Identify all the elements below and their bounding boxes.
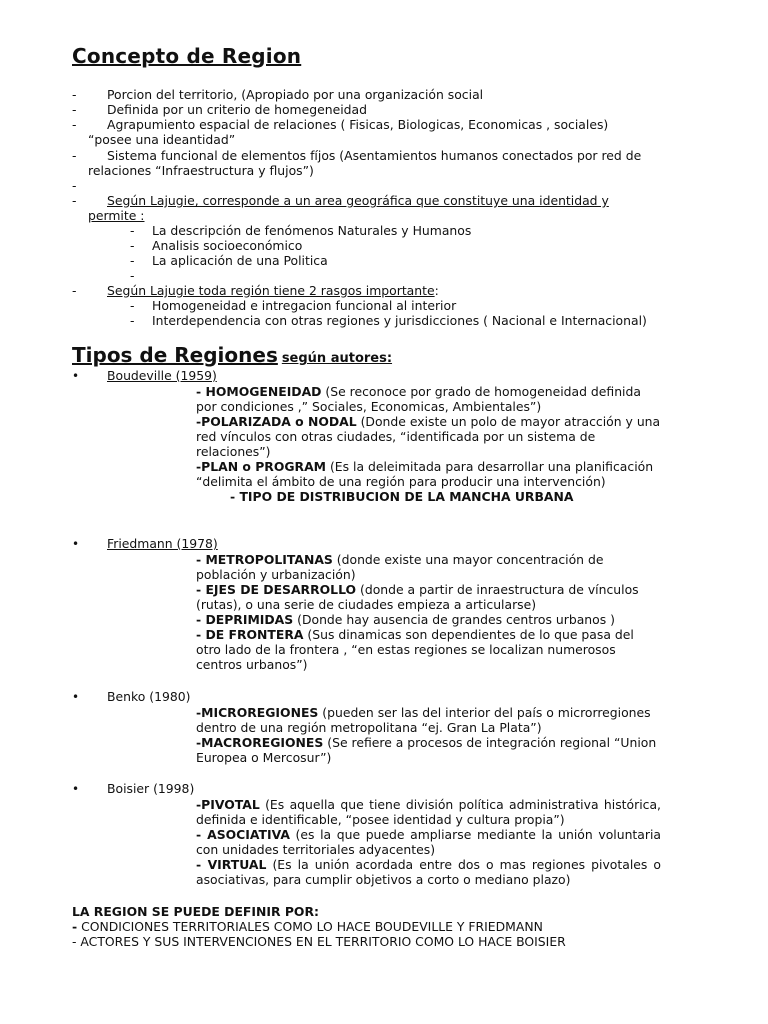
region-type: - HOMOGENEIDAD (Se reconoce por grado de homogeneidad definida por condiciones ,” Sociales, Economicas, Ambientales”) bbox=[196, 384, 641, 414]
bullet-icon: • bbox=[72, 369, 80, 383]
conclusion-heading: LA REGION SE PUEDE DEFINIR POR: bbox=[72, 904, 319, 919]
region-type: - TIPO DE DISTRIBUCION DE LA MANCHA URBANA bbox=[230, 489, 574, 504]
region-type: - ASOCIATIVA (es la que puede ampliarse mediante la unión voluntaria con unidades territoriales adyacentes) bbox=[196, 827, 662, 857]
section-heading: Tipos de Regiones según autores: bbox=[72, 343, 393, 367]
region-type: - DEPRIMIDAS (Donde hay ausencia de grandes centros urbanos ) bbox=[196, 612, 615, 627]
list-item-continuation: relaciones “Infraestructura y flujos”) bbox=[88, 163, 314, 178]
author-entries bbox=[196, 552, 661, 672]
author-entries bbox=[196, 705, 661, 765]
list-item-continuation: permite : bbox=[88, 208, 145, 223]
region-type: - METROPOLITANAS (donde existe una mayor concentración de población y urbanización) bbox=[196, 552, 604, 582]
region-type: -POLARIZADA o NODAL (Donde existe un polo de mayor atracción y una red vínculos con otras ciudades, “identificada por un sistema de relaciones”) bbox=[196, 414, 661, 459]
bullet-icon: • bbox=[72, 690, 80, 704]
document-page: Concepto de Region - Porcion del territorio, (Apropiado por una organización social - Definida por un criterio de homegeneidad - Agrapumiento espacial de relaciones ( Fisicas, Biologicas, Economicas , sociales) “posee una ideantidad” - Sistema funcional de elementos fíjos (Asentamientos humanos conectados por red de relaciones “Infraestructura y flujos”) - - Según Lajugie, corresponde a un area geográfica que constituye una identidad y permite : - La descripción de fenómenos Naturales y Humanos - Analisis socioeconómico - La aplicación de una Politica - - Según Lajugie toda región tiene 2 rasgos importante: - Homogeneidad e intregacion funcional al interior - Interdependencia con otras regiones y jurisdicciones ( Nacional e Internacional) Tipos de Regiones según autores: • Boudeville (1959) - HOMOGENEIDAD (Se reconoce por grado de homogeneidad definida por condiciones ,” Sociales, Economicas, Ambientales”) -POLARIZADA o NODAL (Donde existe un polo de mayor atracción y una red vínculos con otras ciudades, “identificada por un sistema de relaciones”) -PLAN o PROGRAM (Es la deleimitada para desarrollar una planificación “delimita el ámbito de una región para producir una intervención) - TIPO DE DISTRIBUCION DE LA MANCHA URBANA • Friedmann (1978) - METROPOLITANAS (donde existe una mayor concentración de población y urbanización) - EJES DE DESARROLLO (donde a partir de inraestructura de vínculos (rutas), o una serie de ciudades empieza a articularse) - DEPRIMIDAS (Donde hay ausencia de grandes centros urbanos ) - DE FRONTERA (Sus dinamicas son dependientes de lo que pasa del otro lado de la frontera , “en estas regiones se localizan numerosos centros urbanos”) • Benko (1980) -MICROREGIONES (pueden ser las del interior del país o microrregiones dentro de una región metropolitana “ej. Gran La Plata”) -MACROREGIONES (Se refiere a procesos de integración regional “Union Europea o Mercosur”) • Boisier (1998) -PIVOTAL (Es aquella que tiene división política administrativa histórica, definida e identificable, “posee identidad y cultura propia”) - ASOCIATIVA (es la que puede ampliarse mediante la unión voluntaria con unidades territoriales adyacentes) - VIRTUAL (Es la unión acordada entre dos o mas regiones pivotales o asociativas, para cumplir objetivos a corto o mediano plazo) LA REGION SE PUEDE DEFINIR POR: - CONDICIONES TERRITORIALES COMO LO HACE BOUDEVILLE Y FRIEDMANN - ACTORES Y SUS INTERVENCIONES EN EL TERRITORIO COMO LO HACE BOISIER bbox=[72, 44, 662, 949]
list-item-continuation: “posee una ideantidad” bbox=[88, 132, 236, 147]
author-name: Benko (1980) bbox=[107, 689, 191, 704]
region-type: -PIVOTAL (Es aquella que tiene división política administrativa histórica, definida e identificable, “posee identidad y cultura propia”) bbox=[196, 797, 661, 827]
region-type: -MICROREGIONES (pueden ser las del interior del país o microrregiones dentro de una región metropolitana “ej. Gran La Plata”) bbox=[196, 705, 651, 735]
region-type: - VIRTUAL (Es la unión acordada entre dos o mas regiones pivotales o asociativas, para cumplir objetivos a corto o mediano plazo) bbox=[196, 857, 661, 887]
region-type: - DE FRONTERA (Sus dinamicas son dependientes de lo que pasa del otro lado de la frontera , “en estas regiones se localizan numerosos centros urbanos”) bbox=[196, 627, 634, 672]
bullet-icon: • bbox=[72, 537, 80, 551]
author-name: Boisier (1998) bbox=[107, 781, 195, 796]
author-name: Boudeville (1959) bbox=[107, 368, 217, 383]
page-title: Concepto de Region bbox=[72, 44, 302, 68]
author-name: Friedmann (1978) bbox=[107, 536, 218, 551]
author-entries bbox=[196, 797, 661, 887]
author-entries bbox=[196, 384, 661, 504]
region-type: -MACROREGIONES (Se refiere a procesos de integración regional “Union Europea o Mercosur”) bbox=[196, 735, 657, 765]
region-type: - EJES DE DESARROLLO (donde a partir de inraestructura de vínculos (rutas), o una serie de ciudades empieza a articularse) bbox=[196, 582, 639, 612]
region-type: -PLAN o PROGRAM (Es la deleimitada para desarrollar una planificación “delimita el ámbito de una región para producir una intervención) bbox=[196, 459, 654, 489]
conclusion-line: - ACTORES Y SUS INTERVENCIONES EN EL TERRITORIO COMO LO HACE BOISIER bbox=[72, 934, 566, 949]
bullet-icon: • bbox=[72, 782, 80, 796]
conclusion-line: - CONDICIONES TERRITORIALES COMO LO HACE BOUDEVILLE Y FRIEDMANN bbox=[72, 919, 543, 934]
